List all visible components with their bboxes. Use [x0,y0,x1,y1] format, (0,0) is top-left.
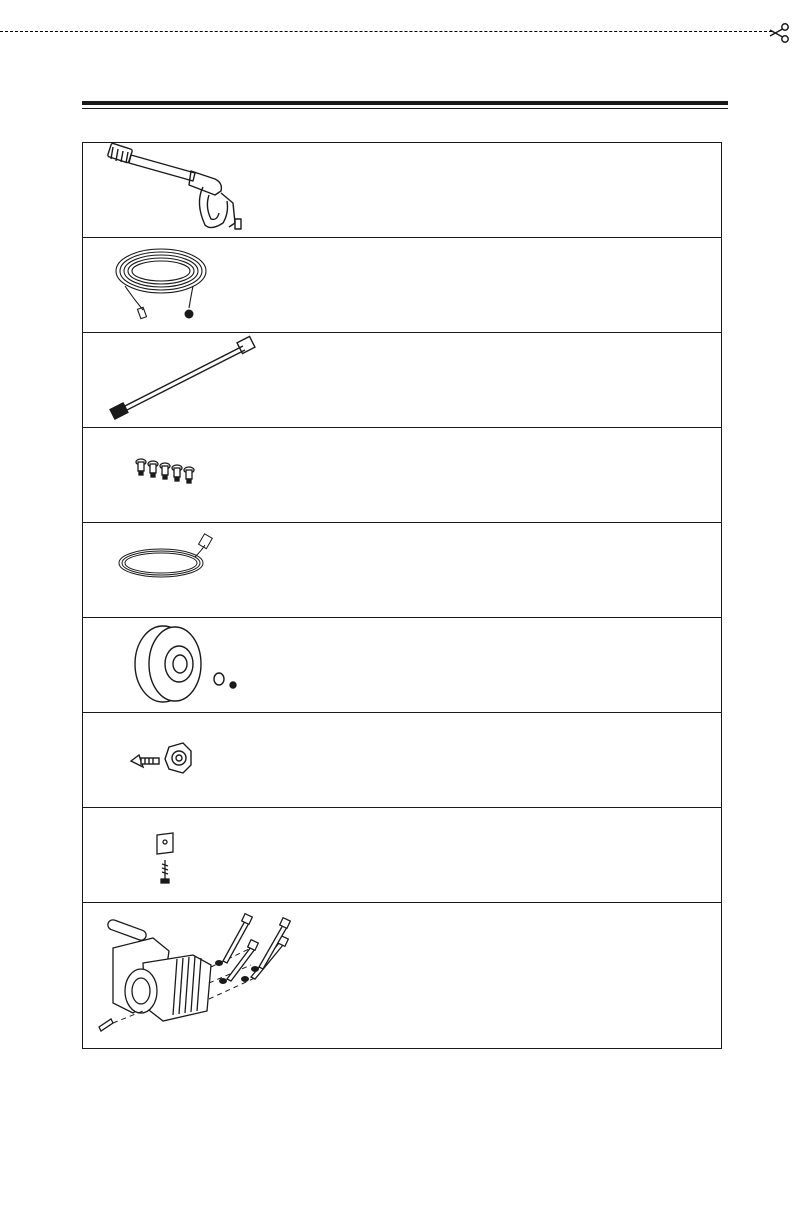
parts-list-table [82,142,722,1049]
bracket-screw-icon [83,808,283,903]
part-row-wheel [83,618,721,713]
header-rule-thick [82,101,728,105]
header-rule-thin [82,108,728,109]
part-row-siphon-hose [83,523,721,618]
high-pressure-hose-icon [83,238,283,333]
handle-bolt-knob-icon [83,713,283,808]
quick-connect-nozzles-icon [83,428,283,523]
pump-bolts-icon [83,903,303,1050]
part-row-high-pressure-hose [83,238,721,333]
cut-line [0,31,772,32]
part-row-bolt-knob [83,713,721,808]
wheel-kit-icon [83,618,283,713]
spray-wand-icon [83,333,283,428]
part-row-spray-gun [83,143,721,238]
scissors-icon [768,21,792,45]
part-row-bracket-screw [83,808,721,903]
spray-gun-icon [83,143,283,238]
part-row-nozzles [83,428,721,523]
part-row-pump-bolts [83,903,721,1050]
part-row-spray-wand [83,333,721,428]
detergent-siphon-hose-icon [83,523,283,618]
